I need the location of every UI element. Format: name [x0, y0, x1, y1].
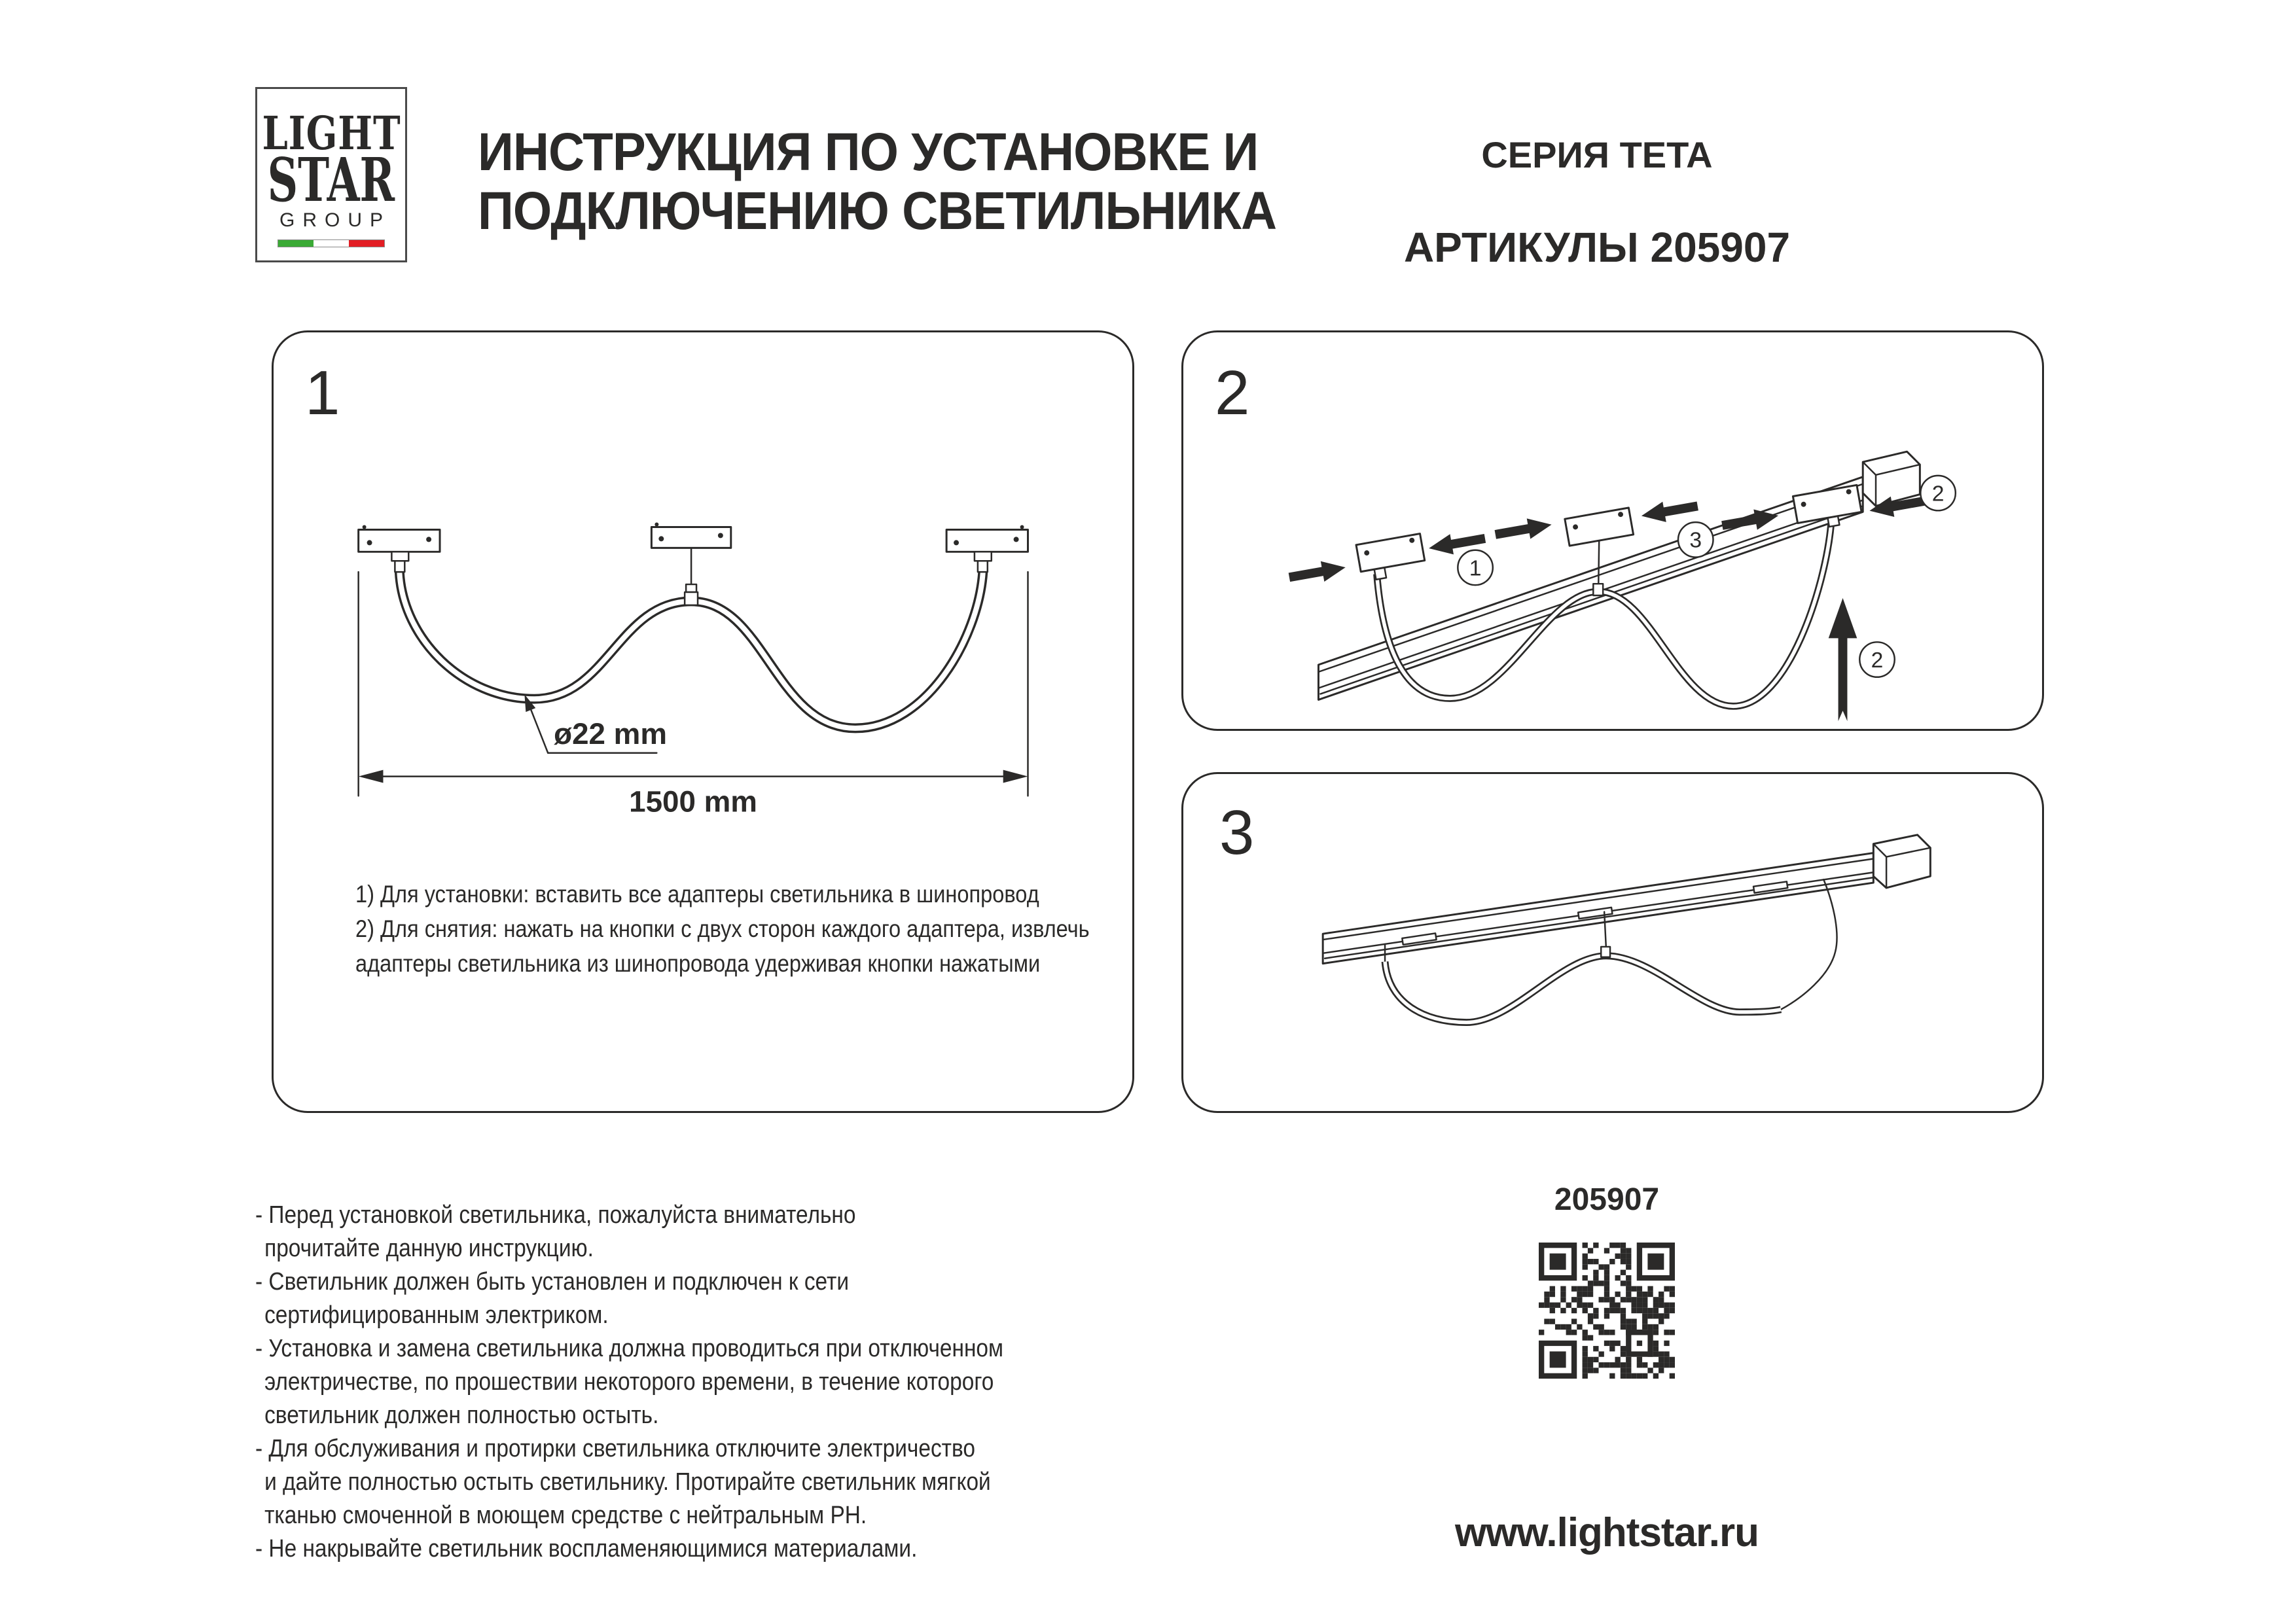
svg-text:2: 2	[1931, 482, 1945, 506]
safety-line: - Светильник должен быть установлен и подключен к сети	[255, 1268, 850, 1296]
logo-word-star: STAR	[267, 145, 395, 215]
series-label: СЕРИЯ TETA	[1481, 134, 1713, 175]
safety-line: - Для обслуживания и протирки светильника отключите электричество	[255, 1435, 975, 1462]
press-arrow-icon	[1640, 496, 1699, 526]
italian-flag-icon	[278, 239, 385, 247]
footer-product-block	[1410, 1182, 1803, 1556]
product-header	[1335, 133, 1859, 272]
safety-line: электричестве, по прошествии некоторого времени, в течение которого	[264, 1368, 994, 1396]
safety-line: тканью смоченной в моющем средстве с нейтральным PH.	[264, 1502, 867, 1529]
flag-red-stripe	[349, 240, 384, 247]
website-url: www.lightstar.ru	[1455, 1510, 1759, 1555]
safety-line: прочитайте данную инструкцию.	[264, 1235, 594, 1262]
insert-up-arrow-icon	[1829, 598, 1857, 721]
page-title-line1: ИНСТРУКЦИЯ ПО УСТАНОВКЕ И	[478, 122, 1259, 182]
press-arrow-icon	[1287, 557, 1347, 588]
adapter-middle	[1565, 508, 1634, 546]
callout-2	[1920, 476, 1955, 510]
step2-number: 2	[1215, 358, 1250, 428]
lightstar-logo	[255, 87, 407, 262]
step1-dimension-drawing	[274, 332, 1132, 1111]
safety-line: - Не накрывайте светильник воспламеняющимися материалами.	[255, 1535, 918, 1562]
length-dimension-label: 1500 mm	[629, 785, 758, 819]
step1-panel	[272, 330, 1134, 1113]
svg-text:2: 2	[1871, 648, 1884, 673]
diameter-dimension-label: ø22 mm	[554, 716, 668, 750]
callout-3	[1678, 522, 1713, 557]
page-title	[478, 123, 1276, 241]
step1-notes	[355, 877, 1090, 981]
page-title-line2: ПОДКЛЮЧЕНИЮ СВЕТИЛЬНИКА	[478, 181, 1277, 241]
safety-line: сертифицированным электриком.	[264, 1301, 609, 1329]
flag-green-stripe	[278, 240, 314, 247]
safety-line: и дайте полностью остыть светильнику. Протирайте светильник мягкой	[264, 1468, 991, 1496]
article-number: 205907	[1554, 1182, 1660, 1217]
press-arrow-icon	[1494, 514, 1553, 544]
svg-text:3: 3	[1689, 528, 1702, 553]
logo-word-group: GROUP	[279, 209, 391, 231]
safety-instructions	[255, 1199, 1003, 1566]
safety-line: - Установка и замена светильника должна проводиться при отключенном	[255, 1335, 1004, 1362]
safety-line: - Перед установкой светильника, пожалуйста внимательно	[255, 1201, 856, 1229]
step3-mounted-drawing	[1183, 774, 2042, 1111]
step3-panel	[1181, 772, 2044, 1113]
step3-number: 3	[1219, 798, 1255, 868]
step1-note-line: 1) Для установки: вставить все адаптеры светильника в шинопровод	[355, 881, 1039, 908]
step1-note-line: 2) Для снятия: нажать на кнопки с двух сторон каждого адаптера, извлечь	[355, 915, 1090, 942]
callout-1	[1458, 550, 1492, 585]
qr-code-icon	[1539, 1243, 1675, 1379]
step2-installation-drawing	[1183, 332, 2042, 729]
svg-text:1: 1	[1469, 556, 1482, 581]
logo-word-light: LIGHT	[262, 106, 401, 160]
adapter-left	[1356, 534, 1426, 582]
step1-number: 1	[305, 358, 340, 428]
step2-panel	[1181, 330, 2044, 731]
step1-note-line: адаптеры светильника из шинопровода удерживая кнопки нажатыми	[355, 950, 1041, 977]
flag-white-stripe	[314, 240, 349, 247]
callout-2-arrow	[1859, 642, 1894, 677]
articles-label: АРТИКУЛЫ 205907	[1403, 224, 1791, 271]
safety-line: светильник должен полностью остыть.	[264, 1402, 659, 1429]
